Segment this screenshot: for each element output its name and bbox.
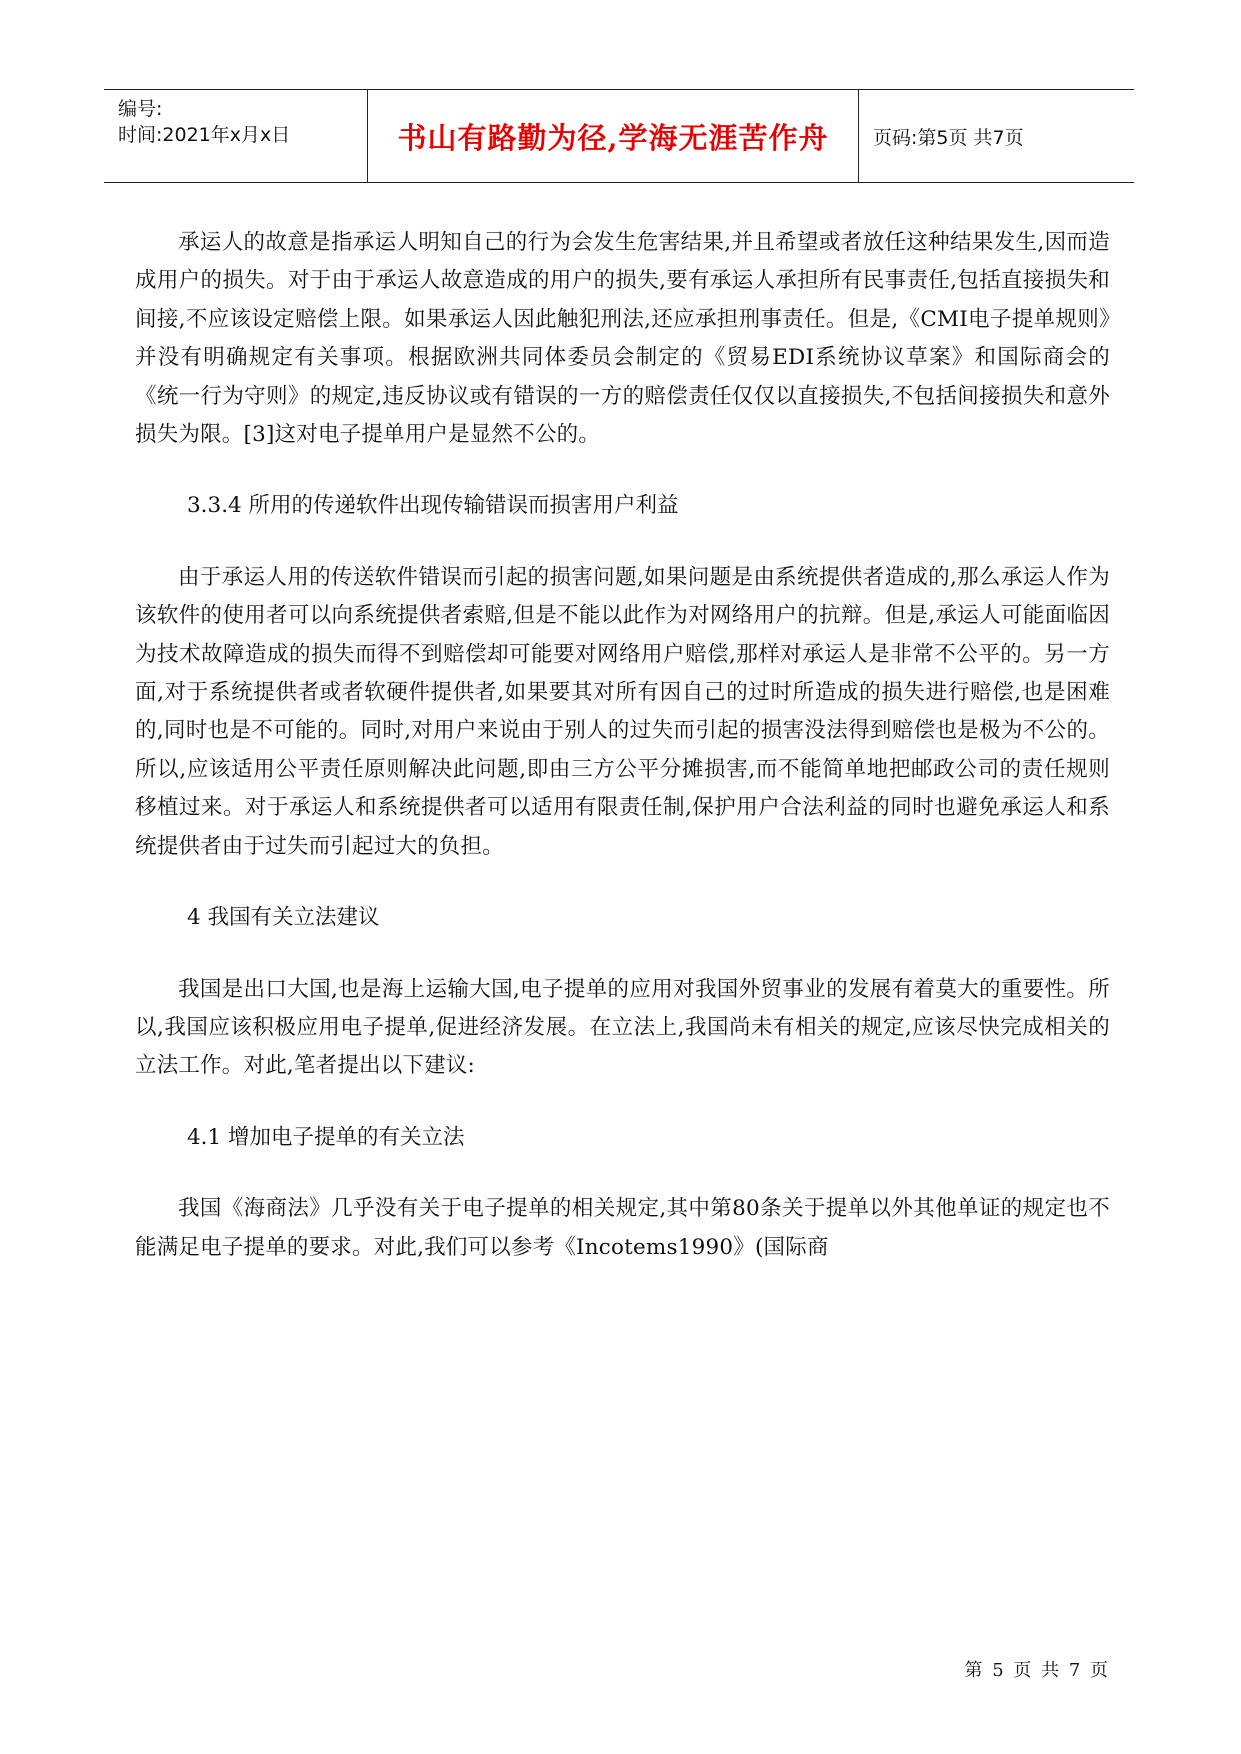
paragraph: 我国《海商法》几乎没有关于电子提单的相关规定,其中第80条关于提单以外其他单证的规定也不能满足电子提单的要求。对此,我们可以参考《Incotems1990》(国际商 [135, 1196, 1110, 1260]
header-motto: 书山有路勤为径,学海无涯苦作舟 [397, 120, 829, 155]
document-time-label: 时间:2021年x月x日 [118, 124, 291, 146]
header-page-cell [859, 90, 1134, 182]
paragraph: 承运人的故意是指承运人明知自己的行为会发生危害结果,并且希望或者放任这种结果发生,因而造成用户的损失。对于由于承运人故意造成的用户的损失,要有承运人承担所有民事责任,包括直接损失和间接,不应该设定赔偿上限。如果承运人因此触犯刑法,还应承担刑事责任。但是,《CMI电子提单规则》并没有明确规定有关事项。根据欧洲共同体委员会制定的《贸易EDI系统协议草案》和国际商会的《统一行为守则》的规定,违反协议或有错误的一方的赔偿责任仅仅以直接损失,不包括间接损失和意外损失为限。[3]这对电子提单用户是显然不公的。 [135, 230, 1110, 448]
header-meta [104, 90, 368, 182]
section-heading: 3.3.4 所用的传递软件出现传输错误而损害用户利益 [187, 493, 679, 519]
document-number-label: 编号: [118, 98, 163, 120]
section-heading: 4.1 增加电子提单的有关立法 [187, 1124, 465, 1150]
paragraph: 由于承运人用的传送软件错误而引起的损害问题,如果问题是由系统提供者造成的,那么承运人作为该软件的使用者可以向系统提供者索赔,但是不能以此作为对网络用户的抗辩。但是,承运人可能面临因为技术故障造成的损失而得不到赔偿却可能要对网络用户赔偿,那样对承运人是非常不公平的。另一方面,对于系统提供者或者软硬件提供者,如果要其对所有因自己的过时所造成的损失进行赔偿,也是困难的,同时也是不可能的。同时,对用户来说由于别人的过失而引起的损害没法得到赔偿也是极为不公的。所以,应该适用公平责任原则解决此问题,即由三方公平分摊损害,而不能简单地把邮政公司的责任规则移植过来。对于承运人和系统提供者可以适用有限责任制,保护用户合法利益的同时也避免承运人和系统提供者由于过失而引起过大的负担。 [135, 564, 1110, 859]
page-header [104, 89, 1134, 183]
document-body [135, 224, 1110, 1267]
page-footer: 第 5 页 共 7 页 [964, 1660, 1110, 1681]
header-motto-cell [368, 90, 859, 182]
paragraph: 我国是出口大国,也是海上运输大国,电子提单的应用对我国外贸事业的发展有着莫大的重要性。所以,我国应该积极应用电子提单,促进经济发展。在立法上,我国尚未有相关的规定,应该尽快完成相关的立法工作。对此,笔者提出以下建议: [135, 976, 1110, 1079]
section-heading: 4 我国有关立法建议 [187, 905, 380, 931]
header-page-number: 页码:第5页 共7页 [873, 126, 1024, 149]
